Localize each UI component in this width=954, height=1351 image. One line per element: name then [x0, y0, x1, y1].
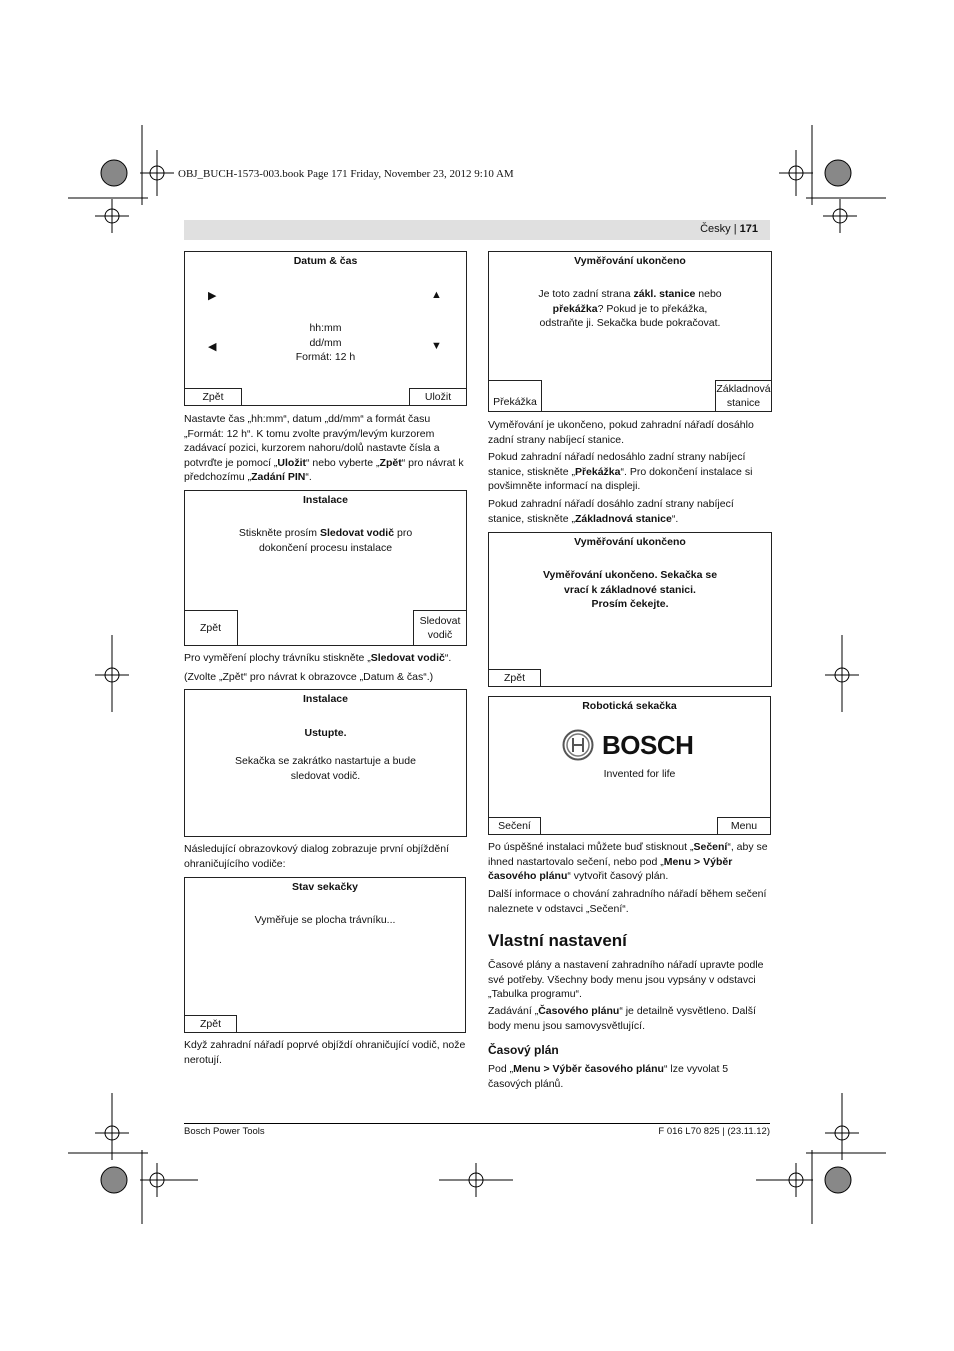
date-format-text: dd/mm [309, 336, 342, 349]
screen-title: Vyměřování ukončeno [574, 536, 686, 548]
page-number: 171 [739, 223, 758, 235]
footer-publisher: Bosch Power Tools [184, 1126, 265, 1137]
format-setting-text: Formát: 12 h [295, 351, 356, 363]
screen-install-2 [184, 689, 467, 837]
paragraph-base-station: Pokud zahradní nářadí dosáhlo zadní strany nabíjecí stanice, stiskněte „Základnová stanice“. [488, 498, 734, 525]
screen-title: Robotická sekačka [582, 700, 677, 712]
paragraph-schedule: Pod „Menu > Výběr časového plánu“ lze vyvolat 5 časových plánů. [488, 1063, 729, 1090]
obstacle-button[interactable]: Překážka [488, 380, 542, 412]
base-or-obstacle-text: Je toto zadní strana zákl. stanice nebo překážka? Pokud je to překážka, odstraňte ji. Sekačka bude pokračovat. [538, 288, 722, 329]
mower-start-text: Sekačka se zakrátko nastartuje a bude sledovat vodič. [235, 755, 416, 782]
tagline-text: Invented for life [603, 768, 676, 780]
header-language: Česky [700, 223, 731, 235]
screen-title: Instalace [303, 693, 348, 705]
paragraph-schedule-input: Zadávání „Časového plánu“ je detailně vysvětleno. Další body menu jsou samovysvětlující. [488, 1005, 756, 1032]
save-button[interactable]: Uložit [409, 388, 467, 406]
arrow-down-icon[interactable]: ▼ [431, 340, 442, 352]
status-text: Vyměřuje se plocha trávníku... [254, 914, 396, 926]
bosch-armature-icon [562, 729, 594, 761]
footer-divider [184, 1123, 770, 1124]
screen-mower-status [184, 877, 466, 1033]
back-button[interactable]: Zpět [488, 669, 541, 687]
returning-message: Vyměřování ukončeno. Sekačka se vrací k základnové stanici. Prosím čekejte. [542, 569, 718, 610]
screen-measure-complete [488, 251, 772, 412]
subheading-schedule: Časový plán [488, 1043, 559, 1057]
base-station-button[interactable]: Základnová stanice [715, 380, 772, 412]
page-header: Česky | 171 [700, 223, 758, 235]
arrow-left-icon[interactable]: ◀ [208, 341, 217, 353]
page-header-band [184, 220, 770, 240]
screen-datetime [184, 251, 467, 406]
arrow-up-icon[interactable]: ▲ [431, 289, 442, 301]
screen-robotic-mower [488, 696, 771, 835]
follow-wire-button[interactable]: Sledovat vodič [413, 610, 467, 646]
screen-install-1 [184, 490, 467, 646]
screen-title: Datum & čas [293, 255, 358, 267]
paragraph-blades: Když zahradní nářadí poprvé objíždí ohraničující vodič, nože nerotují. [184, 1039, 466, 1066]
back-button[interactable]: Zpět [184, 1015, 237, 1033]
print-job-header: OBJ_BUCH-1573-003.book Page 171 Friday, November 23, 2012 9:10 AM [178, 168, 514, 180]
screen-returning-home [488, 532, 772, 687]
bosch-wordmark: BOSCH [602, 729, 694, 760]
paragraph-obstacle: Pokud zahradní nářadí nedosáhlo zadní strany nabíjecí stanice, stiskněte „Překážka“. Pro dokončení instalace si povšimněte informací na displeji. [488, 451, 753, 492]
paragraph-measure-complete: Vyměřování je ukončeno, pokud zahradní nářadí dosáhlo zadní strany nabíjecí stanice. [488, 419, 754, 446]
screen-title: Instalace [303, 494, 348, 506]
mow-button[interactable]: Sečení [488, 817, 541, 835]
back-button[interactable]: Zpět [184, 610, 238, 646]
footer-doc-number: F 016 L70 825 | (23.11.12) [658, 1126, 770, 1137]
back-button[interactable]: Zpět [184, 388, 242, 406]
install-instruction-text: Stiskněte prosím Sledovat vodič pro dokončení procesu instalace [238, 527, 413, 554]
bosch-logo [562, 729, 693, 761]
section-heading: Vlastní nastavení [488, 931, 627, 950]
time-format-text: hh:mm [309, 322, 342, 334]
paragraph-follow-wire: Pro vyměření plochy trávníku stiskněte „Sledovat vodič“. (Zvolte „Zpět“ pro návrat k obrazovce „Datum & čas“.) [184, 652, 452, 683]
arrow-right-icon[interactable]: ▶ [208, 290, 217, 302]
screen-title: Stav sekačky [292, 881, 358, 893]
paragraph-dialog-intro: Následující obrazovkový dialog zobrazuje první objíždění ohraničujícího vodiče: [184, 843, 449, 870]
step-back-text: Ustupte. [304, 727, 347, 739]
menu-button[interactable]: Menu [717, 817, 771, 835]
paragraph-custom-settings: Časové plány a nastavení zahradního nářadí upravte podle své potřeby. Všechny body menu jsou vypsány v odstavci „Tabulka programu“. [488, 959, 764, 1000]
paragraph-more-info: Další informace o chování zahradního nářadí během sečení naleznete v odstavci „Sečení“. [488, 888, 767, 915]
screen-title: Vyměřování ukončeno [574, 255, 686, 267]
paragraph-after-install: Po úspěšné instalaci můžete buď stisknout „Sečení“, aby se ihned nastartovalo sečení, nebo pod „Menu > Výběr časového plánu“ vytvořit časový plán. [488, 841, 768, 882]
paragraph-datetime: Nastavte čas „hh:mm“, datum „dd/mm“ a formát času „Formát: 12 h“. K tomu zvolte pravým/levým kurzorem zadávací pozici, kurzorem nahoru/dolů nastavte čísla a potvrďte je pomocí „Uložit“ nebo vyberte „Zpět“ pro návrat k předchozímu „Zadání PIN“. [184, 413, 464, 483]
